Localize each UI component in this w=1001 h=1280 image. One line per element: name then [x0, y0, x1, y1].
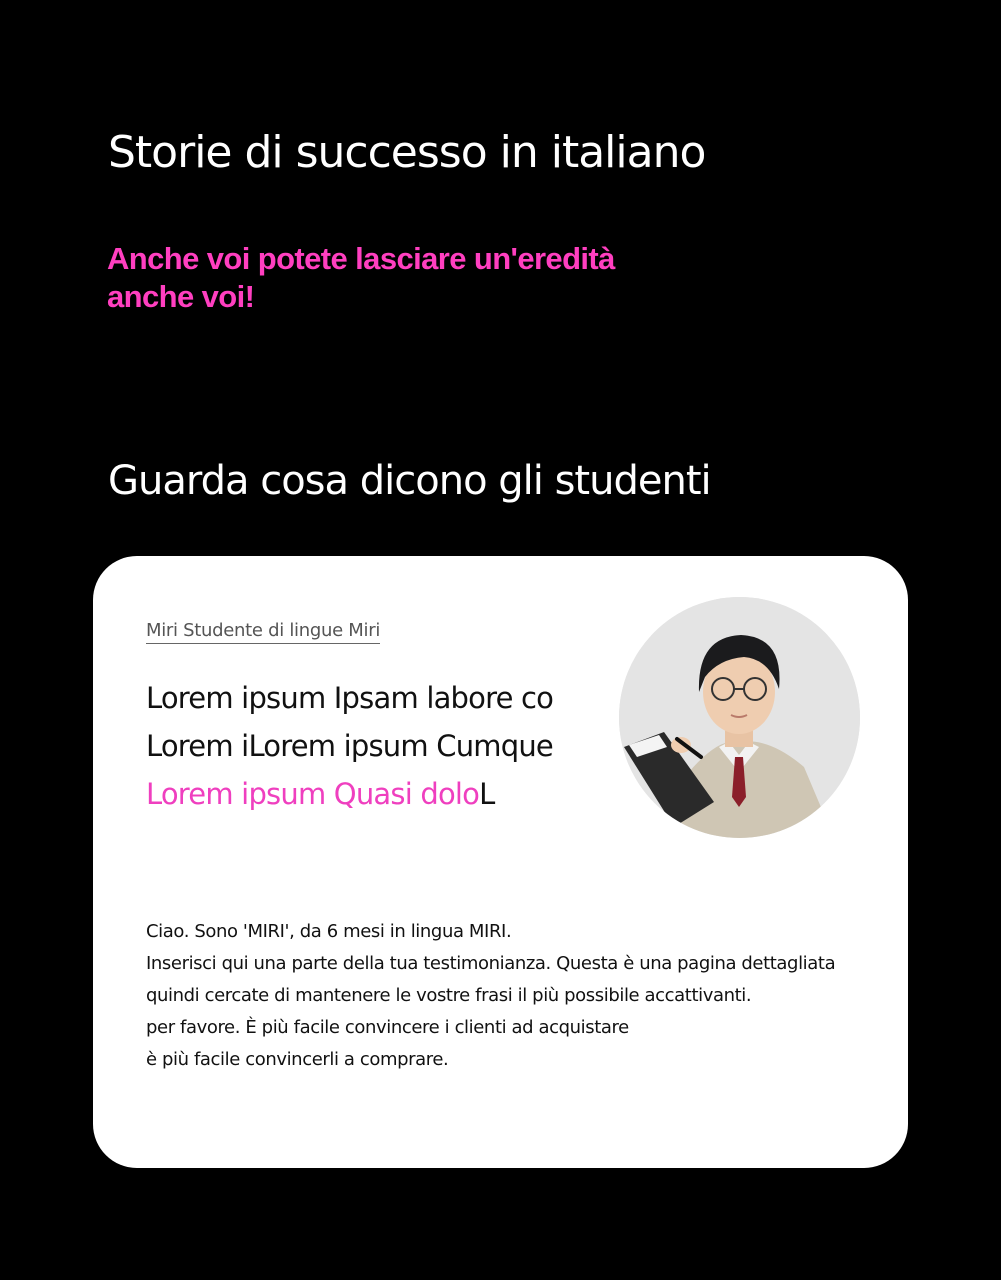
body-line: è più facile convincerli a comprare.: [146, 1049, 449, 1070]
tagline-line: anche voi!: [107, 279, 255, 314]
testimonial-headline: [146, 674, 586, 818]
body-line: Inserisci qui una parte della tua testimonianza. Questa è una pagina dettagliata: [146, 953, 836, 974]
headline-line: Lorem iLorem ipsum Cumque: [146, 729, 553, 763]
tagline-line: Anche voi potete lasciare un'eredità: [107, 241, 615, 276]
headline-line: [146, 770, 586, 818]
tagline: [107, 240, 807, 316]
body-line: per favore. È più facile convincere i clienti ad acquistare: [146, 1017, 629, 1038]
student-portrait-icon: [619, 597, 860, 838]
headline-line: Lorem ipsum Ipsam labore co: [146, 681, 554, 715]
body-line: Ciao. Sono 'MIRI', da 6 mesi in lingua MIRI.: [146, 921, 512, 942]
headline-tail: L: [479, 777, 495, 811]
headline-highlight: Lorem ipsum Quasi dolo: [146, 777, 480, 811]
testimonial-author: Miri Studente di lingue Miri: [146, 620, 380, 644]
testimonial-card: [93, 556, 908, 1168]
body-line: quindi cercate di mantenere le vostre frasi il più possibile accattivanti.: [146, 985, 752, 1006]
avatar-illustration: [619, 597, 860, 838]
testimonial-body: [146, 916, 886, 1076]
section-subtitle: Guarda cosa dicono gli studenti: [108, 458, 711, 505]
page-title: Storie di successo in italiano: [108, 127, 706, 179]
